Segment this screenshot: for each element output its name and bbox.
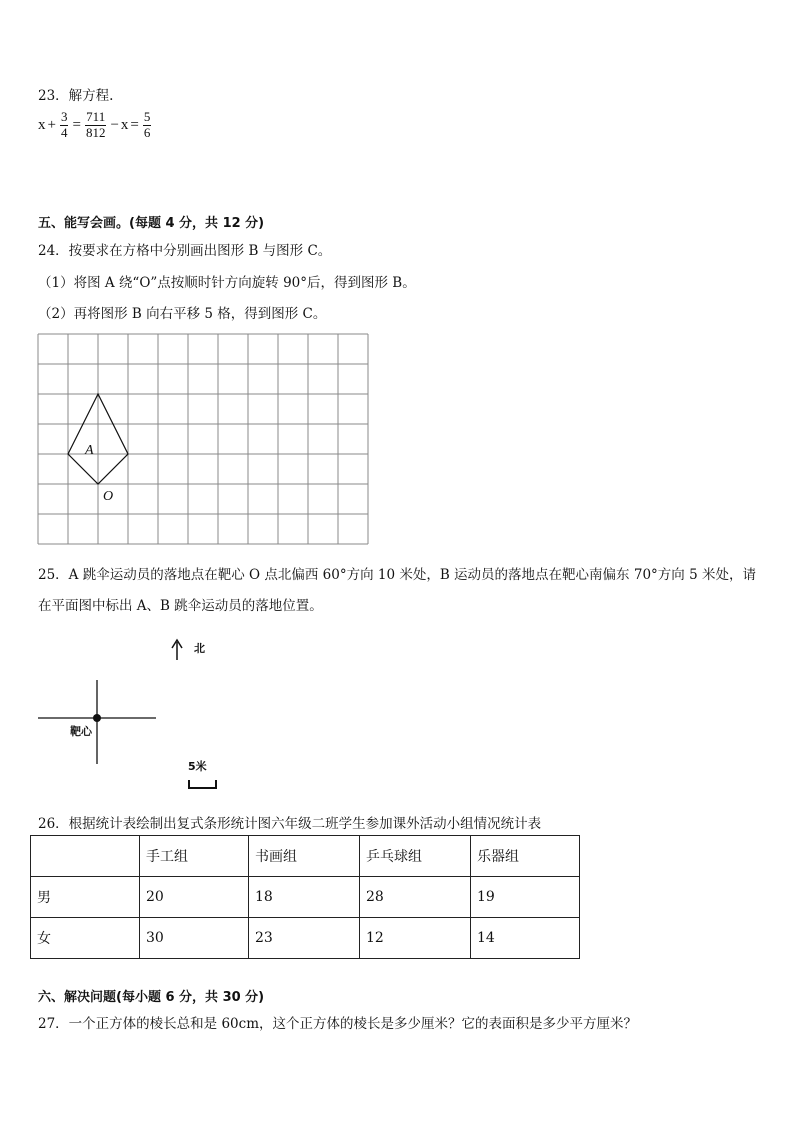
table-header-cell: [31, 836, 140, 877]
table-cell: 18: [249, 877, 360, 918]
section5-title: 五、能写会画。(每题 4 分，共 12 分): [38, 216, 265, 231]
eq-plus: +: [47, 116, 56, 133]
q27-title: 27．一个正方体的棱长总和是 60cm，这个正方体的棱长是多少厘米？它的表面积是多少平方厘米？: [38, 1016, 638, 1032]
scale-bar: [189, 780, 216, 788]
frac2-numerator: 711: [86, 109, 106, 124]
q24-part2: （2）再将图形 B 向右平移 5 格，得到图形 C。: [38, 306, 327, 322]
q25-direction-diagram: [36, 632, 236, 802]
table-cell: 14: [471, 918, 580, 959]
q25-line1: 25．A 跳伞运动员的落地点在靶心 O 点北偏西 60°方向 10 米处，B 运动员的落地点在靶心南偏东 70°方向 5 米处，请: [38, 567, 756, 583]
eq-x1: x: [38, 116, 46, 133]
activity-stats-table: [30, 835, 580, 959]
fraction-711-812: [85, 110, 107, 141]
table-row: [31, 877, 580, 918]
table-cell: 12: [360, 918, 471, 959]
label-o: O: [103, 489, 114, 504]
section6-title: 六、解决问题(每小题 6 分，共 30 分): [38, 990, 265, 1005]
eq-equals-2: =: [130, 116, 139, 133]
table-row: [31, 918, 580, 959]
frac1-denominator: 4: [60, 124, 68, 140]
fraction-5-6: [143, 110, 152, 141]
table-cell: 女: [31, 918, 140, 959]
eq-equals-1: =: [72, 116, 81, 133]
frac3-numerator: 5: [143, 109, 151, 124]
grid-lines: [38, 334, 368, 544]
eq-x2: x: [120, 116, 129, 133]
q24-title: 24．按要求在方格中分别画出图形 B 与图形 C。: [38, 243, 332, 259]
table-cell: 30: [140, 918, 249, 959]
frac2-denominator: 812: [85, 124, 106, 140]
north-label: 北: [194, 642, 205, 655]
table-cell: 19: [471, 877, 580, 918]
table-cell: 28: [360, 877, 471, 918]
frac3-denominator: 6: [143, 124, 151, 140]
table-cell: 20: [140, 877, 249, 918]
q25-line2: 在平面图中标出 A、B 跳伞运动员的落地位置。: [38, 598, 323, 614]
scale-label: 5米: [188, 760, 207, 773]
table-header-cell: 手工组: [140, 836, 249, 877]
q24-part1: （1）将图 A 绕“O”点按顺时针方向旋转 90°后，得到图形 B。: [38, 275, 416, 291]
q23-title: 23．解方程.: [38, 88, 114, 104]
q23-equation: [38, 110, 153, 141]
q24-grid-figure: [37, 332, 373, 548]
label-a: A: [85, 443, 94, 458]
table-cell: 男: [31, 877, 140, 918]
eq-minus: −: [110, 116, 119, 133]
target-center-point: [93, 714, 101, 722]
table-cell: 23: [249, 918, 360, 959]
table-header-cell: 乒乓球组: [360, 836, 471, 877]
center-label: 靶心: [70, 725, 92, 738]
frac1-numerator: 3: [60, 109, 68, 124]
q26-title: 26．根据统计表绘制出复式条形统计图六年级二班学生参加课外活动小组情况统计表: [38, 816, 542, 832]
table-header-cell: 乐器组: [471, 836, 580, 877]
table-header-cell: 书画组: [249, 836, 360, 877]
fraction-3-4: [60, 110, 69, 141]
table-header-row: [31, 836, 580, 877]
